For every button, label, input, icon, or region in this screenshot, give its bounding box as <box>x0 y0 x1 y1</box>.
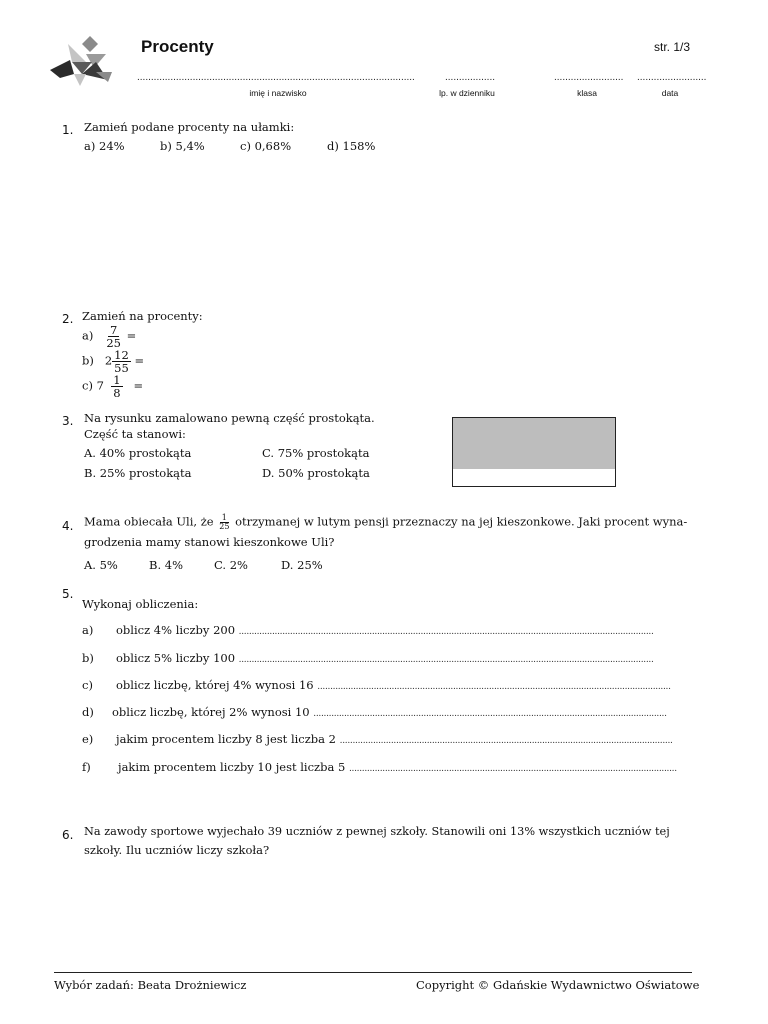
q2-c-fraction <box>111 374 122 399</box>
number-field-line[interactable]: .................. <box>445 72 496 83</box>
q2-b-fraction <box>112 349 131 374</box>
q4-line1-pre: Mama obiecała Uli, że <box>84 514 214 529</box>
q5-item-e <box>82 732 673 746</box>
name-field-label: imię i nazwisko <box>249 88 307 98</box>
q4-line1 <box>84 514 687 531</box>
q4-option-a: A. 5% <box>84 558 118 572</box>
q3-option-a: A. 40% prostokąta <box>84 446 192 460</box>
q1-number: 1. <box>62 123 74 137</box>
q5-e-label: e) <box>82 732 94 746</box>
q1-option-d: d) 158% <box>327 139 376 153</box>
q5-f-label: f) <box>82 760 91 774</box>
q2-c-label: c) 7 <box>82 378 104 393</box>
q4-frac-den: 25 <box>219 522 230 531</box>
q5-item-f <box>82 760 677 774</box>
q5-a-answer-line[interactable]: .................................................................................................................................................................. <box>238 627 654 637</box>
q3-line2: Część ta stanowi: <box>84 427 186 441</box>
q5-item-b <box>82 651 654 665</box>
q5-c-answer-line[interactable]: .......................................................................................................................................... <box>317 682 671 692</box>
q2-c-den: 8 <box>113 386 121 400</box>
q5-d-answer-line[interactable]: .......................................................................................................................................... <box>313 709 667 719</box>
q5-f-text: jakim procentem liczby 10 jest liczba 5 <box>118 760 346 774</box>
name-field-line[interactable]: .................................................................................................... <box>137 72 415 83</box>
q2-item-c <box>82 374 143 399</box>
q5-e-answer-line[interactable]: .................................................................................................................................. <box>339 736 673 746</box>
q2-b-num: 12 <box>114 348 129 362</box>
class-field-label: klasa <box>577 88 597 98</box>
q2-number: 2. <box>62 312 74 326</box>
q2-b-whole: 2 <box>104 353 113 368</box>
q1-option-b: b) 5,4% <box>160 139 205 153</box>
q4-line2: grodzenia mamy stanowi kieszonkowe Uli? <box>84 535 335 549</box>
q6-line2: szkoły. Ilu uczniów liczy szkoła? <box>84 843 270 857</box>
footer-author: Wybór zadań: Beata Drożniewicz <box>54 978 247 992</box>
q3-number: 3. <box>62 414 74 428</box>
q4-frac-num: 1 <box>221 513 227 522</box>
q2-c-num: 1 <box>113 373 121 387</box>
q1-text: Zamień podane procenty na ułamki: <box>84 120 295 134</box>
q5-b-label: b) <box>82 651 94 665</box>
q5-e-text: jakim procentem liczby 8 jest liczba 2 <box>116 732 336 746</box>
q5-item-d <box>82 705 667 719</box>
date-field-label: data <box>661 88 679 98</box>
q2-item-a <box>82 324 136 349</box>
q5-a-label: a) <box>82 623 94 637</box>
q2-b-eq: = <box>134 353 145 368</box>
q4-option-d: D. 25% <box>281 558 323 572</box>
q3-shaded-area <box>453 418 615 469</box>
q5-text: Wykonaj obliczenia: <box>82 597 199 611</box>
q3-option-c: C. 75% prostokąta <box>262 446 370 460</box>
q4-number: 4. <box>62 519 74 533</box>
q5-number: 5. <box>62 587 74 601</box>
q4-option-c: C. 2% <box>214 558 248 572</box>
q5-a-text: oblicz 4% liczby 200 <box>116 623 236 637</box>
page-title: Procenty <box>141 37 214 56</box>
q2-text: Zamień na procenty: <box>82 309 203 323</box>
q3-option-b: B. 25% prostokąta <box>84 466 192 480</box>
q5-c-text: oblicz liczbę, której 4% wynosi 16 <box>116 678 314 692</box>
q2-b-den: 55 <box>114 361 129 375</box>
publisher-logo <box>46 34 116 90</box>
q5-b-answer-line[interactable]: .................................................................................................................................................................. <box>238 655 654 665</box>
q5-d-text: oblicz liczbę, której 2% wynosi 10 <box>112 705 310 719</box>
q2-a-den: 25 <box>106 336 121 350</box>
q6-number: 6. <box>62 828 74 842</box>
q2-a-num: 7 <box>109 323 118 337</box>
q3-rectangle <box>452 417 616 487</box>
q2-a-fraction <box>104 324 123 349</box>
q6-line1: Na zawody sportowe wyjechało 39 uczniów z pewnej szkoły. Stanowili oni 13% wszystkich uczniów tej <box>84 825 670 838</box>
q2-item-b <box>82 349 144 374</box>
q2-a-eq: = <box>126 328 137 343</box>
q5-b-text: oblicz 5% liczby 100 <box>116 651 236 665</box>
q5-item-a <box>82 623 654 637</box>
q5-item-c <box>82 678 671 692</box>
class-field-line[interactable]: ......................... <box>554 72 624 83</box>
tangram-logo-icon <box>46 34 116 90</box>
q5-f-answer-line[interactable]: ................................................................................................................................ <box>348 764 677 774</box>
q3-option-d: D. 50% prostokąta <box>262 466 370 480</box>
q4-option-b: B. 4% <box>149 558 184 572</box>
footer-divider <box>54 972 692 973</box>
q5-c-label: c) <box>82 678 93 692</box>
q3-line1: Na rysunku zamalowano pewną część prostokąta. <box>84 411 375 425</box>
date-field-line[interactable]: ......................... <box>637 72 707 83</box>
number-field-label: lp. w dzienniku <box>439 88 495 98</box>
page-number: str. 1/3 <box>654 40 691 54</box>
q4-line1-post: otrzymanej w lutym pensji przeznaczy na jej kieszonkowe. Jaki procent wyna- <box>235 514 688 529</box>
q1-option-c: c) 0,68% <box>240 139 292 153</box>
footer-copyright: Copyright © Gdańskie Wydawnictwo Oświatowe <box>416 978 700 992</box>
q2-b-label: b) <box>82 353 94 368</box>
q2-c-eq: = <box>133 378 144 393</box>
q4-fraction <box>217 514 231 531</box>
q5-d-label: d) <box>82 705 94 719</box>
q2-a-label: a) <box>82 328 94 343</box>
q1-option-a: a) 24% <box>84 139 125 153</box>
